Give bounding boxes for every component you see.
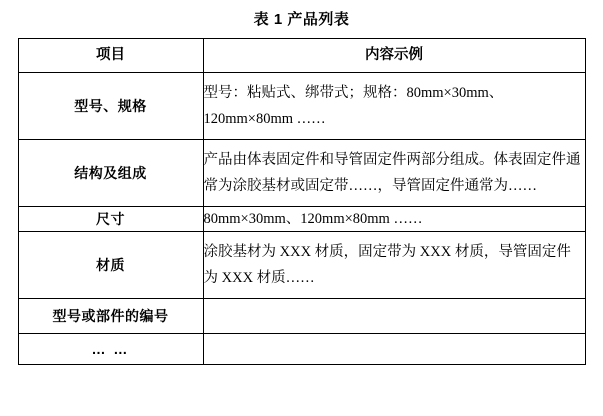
row-value-ellipsis — [203, 334, 585, 365]
row-value-size: 80mm×30mm、120mm×80mm …… — [203, 207, 585, 232]
table-row — [18, 299, 585, 334]
product-table — [18, 38, 586, 365]
row-value-structure: 产品由体表固定件和导管固定件两部分组成。体表固定件通常为涂胶基材或固定带……，导管固定件通常为…… — [203, 140, 585, 207]
table-row — [18, 334, 585, 365]
row-label-structure: 结构及组成 — [18, 140, 203, 207]
table-row — [18, 140, 585, 207]
row-label-part-number: 型号或部件的编号 — [18, 299, 203, 334]
row-value-part-number — [203, 299, 585, 334]
table-row — [18, 232, 585, 299]
row-label-ellipsis: … … — [18, 334, 203, 365]
table-row — [18, 73, 585, 140]
row-label-size: 尺寸 — [18, 207, 203, 232]
column-header-example: 内容示例 — [203, 39, 585, 73]
table-row — [18, 207, 585, 232]
row-label-material: 材质 — [18, 232, 203, 299]
row-label-model-spec: 型号、规格 — [18, 73, 203, 140]
row-value-material: 涂胶基材为 XXX 材质，固定带为 XXX 材质，导管固定件为 XXX 材质…… — [203, 232, 585, 299]
table-caption: 表 1 产品列表 — [253, 11, 350, 28]
row-value-model-spec: 型号：粘贴式、绑带式；规格：80mm×30mm、120mm×80mm …… — [203, 73, 585, 140]
table-header-row — [18, 39, 585, 73]
column-header-item: 项目 — [18, 39, 203, 73]
